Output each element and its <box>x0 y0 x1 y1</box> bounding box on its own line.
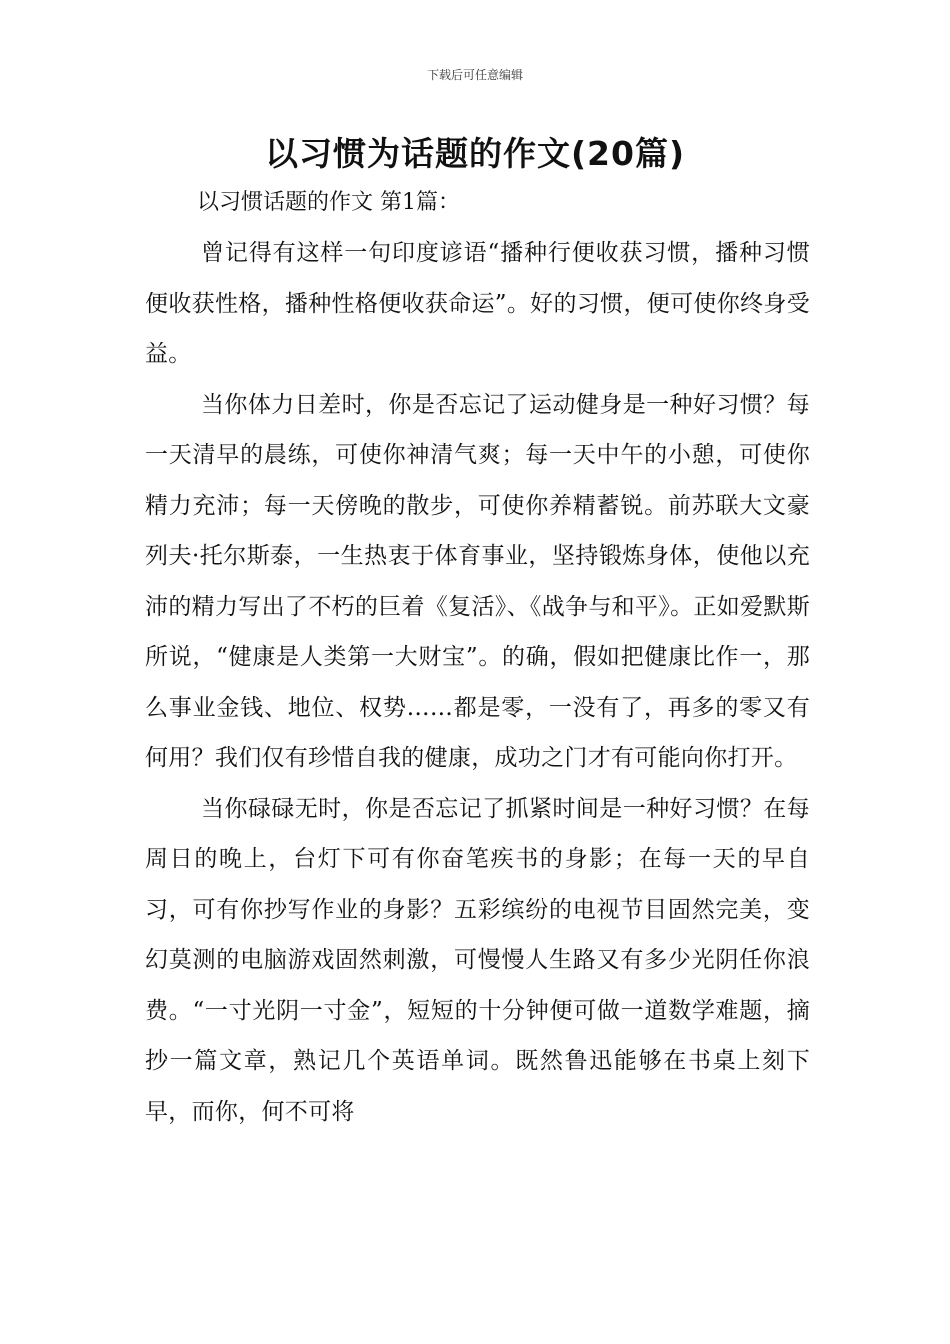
paragraph: 当你体力日差时，你是否忘记了运动健身是一种好习惯？每一天清早的晨练，可使你神清气爽；每一天中午的小憩，可使你精力充沛；每一天傍晚的散步，可使你养精蓄锐。前苏联大文豪列夫·托尔斯泰，一生热衷于体育事业，坚持锻炼身体，使他以充沛的精力写出了不朽的巨着《复活》、《战争与和平》。正如爱默斯所说，“健康是人类第一大财宝”。的确，假如把健康比作一，那么事业金钱、地位、权势……都是零，一没有了，再多的零又有何用？我们仅有珍惜自我的健康，成功之门才有可能向你打开。 <box>145 391 810 771</box>
essay-body <box>145 228 810 1137</box>
paragraph: 曾记得有这样一句印度谚语“播种行便收获习惯，播种习惯便收获性格，播种性格便收获命运”。好的习惯，便可使你终身受益。 <box>145 240 810 367</box>
document-title: 以习惯为话题的作文(20篇) <box>264 134 686 173</box>
essay-subheading: 以习惯话题的作文 第1篇： <box>197 190 460 215</box>
paragraph: 当你碌碌无时，你是否忘记了抓紧时间是一种好习惯？在每周日的晚上，台灯下可有你奋笔疾书的身影；在每一天的早自习，可有你抄写作业的身影？五彩缤纷的电视节目固然完美，变幻莫测的电脑游戏固然刺激，可慢慢人生路又有多少光阴任你浪费。“一寸光阴一寸金”，短短的十分钟便可做一道数学难题，摘抄一篇文章，熟记几个英语单词。既然鲁迅能够在书桌上刻下早，而你，何不可将 <box>145 795 810 1125</box>
header-note: 下载后可任意编辑 <box>426 68 523 82</box>
